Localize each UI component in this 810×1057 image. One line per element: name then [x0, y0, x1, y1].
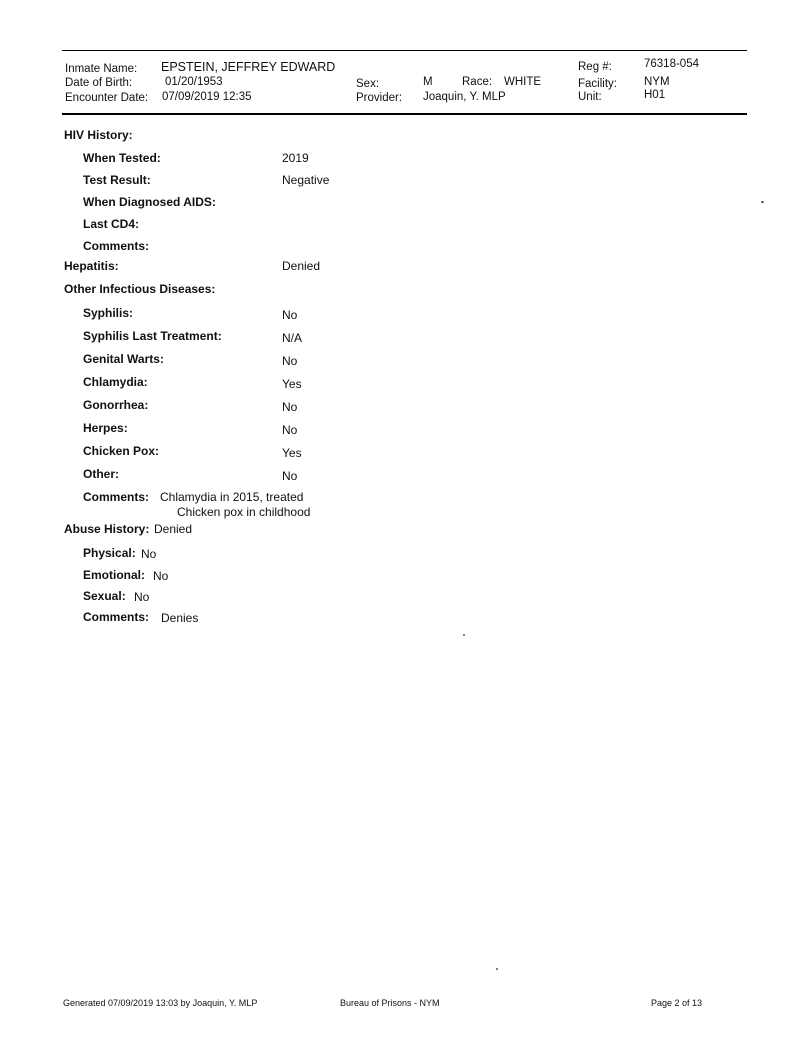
last-cd4-label: Last CD4:	[83, 217, 140, 231]
infectious-comments-line1: Chlamydia in 2015, treated	[160, 490, 304, 504]
page-number: Page 2 of 13	[651, 998, 703, 1008]
provider-value: Joaquin, Y. MLP	[423, 91, 506, 103]
inmate-name-value: EPSTEIN, JEFFREY EDWARD	[161, 60, 336, 74]
physical-value: No	[141, 547, 157, 561]
encounter-value: 07/09/2019 12:35	[162, 91, 252, 103]
reg-value: 76318-054	[644, 58, 699, 70]
unit-label: Unit:	[578, 91, 602, 103]
header-bottom-rule	[62, 113, 747, 115]
herpes-label: Herpes:	[83, 421, 128, 435]
infectious-comments-label: Comments:	[83, 490, 150, 504]
infectious-diseases-heading: Other Infectious Diseases:	[64, 282, 216, 296]
header-top-rule	[62, 50, 747, 51]
when-tested-label: When Tested:	[83, 151, 161, 165]
infectious-comments-line2: Chicken pox in childhood	[177, 505, 311, 519]
reg-label: Reg #:	[578, 61, 612, 73]
hepatitis-value: Denied	[282, 259, 321, 273]
syphilis-last-treatment-value: N/A	[282, 331, 303, 345]
genital-warts-value: No	[282, 354, 298, 368]
sexual-value: No	[134, 590, 150, 604]
scan-speck	[761, 201, 764, 203]
other-value: No	[282, 469, 298, 483]
test-result-value: Negative	[282, 173, 330, 187]
hiv-history-heading: HIV History:	[64, 128, 133, 142]
when-diagnosed-aids-label: When Diagnosed AIDS:	[83, 195, 216, 209]
genital-warts-label: Genital Warts:	[83, 352, 164, 366]
sex-value: M	[423, 76, 433, 88]
generated-info: Generated 07/09/2019 13:03 by Joaquin, Y. MLP	[63, 998, 258, 1008]
chlamydia-label: Chlamydia:	[83, 375, 148, 389]
syphilis-value: No	[282, 308, 298, 322]
dob-value: 01/20/1953	[165, 76, 223, 88]
unit-value: H01	[644, 89, 666, 101]
hiv-comments-label: Comments:	[83, 239, 150, 253]
physical-label: Physical:	[83, 546, 136, 560]
scan-speck	[463, 634, 465, 636]
chicken-pox-label: Chicken Pox:	[83, 444, 160, 458]
emotional-value: No	[153, 569, 169, 583]
other-label: Other:	[83, 467, 119, 481]
abuse-history-value: Denied	[154, 522, 193, 536]
abuse-comments-label: Comments:	[83, 610, 150, 624]
when-tested-value: 2019	[282, 151, 309, 165]
gonorrhea-label: Gonorrhea:	[83, 398, 149, 412]
emotional-label: Emotional:	[83, 568, 145, 582]
chicken-pox-value: Yes	[282, 446, 302, 460]
inmate-name-label: Inmate Name:	[65, 63, 138, 75]
abuse-history-heading: Abuse History:	[64, 522, 150, 536]
test-result-label: Test Result:	[83, 173, 151, 187]
facility-value: NYM	[644, 76, 670, 88]
gonorrhea-value: No	[282, 400, 298, 414]
syphilis-label: Syphilis:	[83, 306, 134, 320]
facility-label: Facility:	[578, 78, 617, 90]
race-value: WHITE	[504, 76, 542, 88]
encounter-label: Encounter Date:	[65, 92, 149, 104]
dob-label: Date of Birth:	[65, 77, 133, 89]
herpes-value: No	[282, 423, 298, 437]
race-label: Race:	[462, 76, 493, 88]
syphilis-last-treatment-label: Syphilis Last Treatment:	[83, 329, 222, 343]
chlamydia-value: Yes	[282, 377, 302, 391]
provider-label: Provider:	[356, 92, 403, 104]
sex-label: Sex:	[356, 78, 380, 90]
abuse-comments-value: Denies	[161, 611, 199, 625]
bureau-info: Bureau of Prisons - NYM	[340, 998, 440, 1008]
scan-speck	[496, 968, 498, 970]
sexual-label: Sexual:	[83, 589, 126, 603]
hepatitis-label: Hepatitis:	[64, 259, 119, 273]
